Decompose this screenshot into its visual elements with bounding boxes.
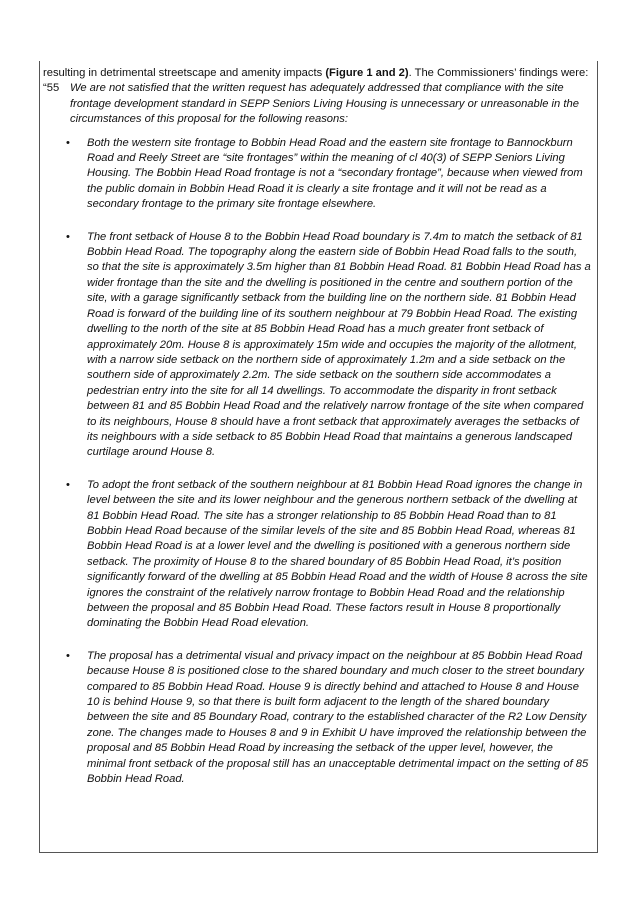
- list-item-text: Both the western site frontage to Bobbin Head Road and the eastern site frontage to Bannockburn Road and Reely Street are “site frontages” within the meaning of cl 40(3) of SEPP Seniors Living Housing. The Bobbin Head Road frontage is not a “secondary frontage”, because when viewed from the public domain in Bobbin Head Road it is clearly a site frontage and it will not be read as a secondary frontage to the primary site frontage elsewhere.: [87, 136, 583, 211]
- bullet-icon: •: [66, 136, 70, 149]
- bullet-icon: •: [66, 478, 70, 491]
- paragraph-number: “55: [43, 82, 60, 95]
- list-item-text: The front setback of House 8 to the Bobbin Head Road boundary is 7.4m to match the setback of 81 Bobbin Head Road. The topography along the eastern side of Bobbin Head Road falls to the south, so that the site is approximately 3.5m higher than 81 Bobbin Head Road. 81 Bobbin Head Road has a wider frontage than the site and the dwelling is positioned in the centre and southern portion of the site, with a garage significantly setback from the building line on the northern side. 81 Bobbin Head Road is forward of the building line of its southern neighbour at 79 Bobbin Head Road. The existing dwelling to the north of the site at 85 Bobbin Head Road has a much greater front setback of approximately 20m. House 8 is approximately 15m wide and occupies the majority of the allotment, with a narrow side setback on the northern side of approximately 1.2m and a side setback on the southern side of approximately 2.2m. The side setback on the southern side accommodates a pedestrian entry into the site for all 14 dwellings. To accommodate the disparity in front setback between 81 and 85 Bobbin Head Road and the relatively narrow frontage of the site when compared to its neighbours, House 8 should have a front setback that approximately averages the setbacks of its neighbours with a side setback to 85 Bobbin Head Road that maintains a generous landscaped curtilage around House 8.: [87, 230, 591, 459]
- quoted-finding: [43, 81, 591, 127]
- list-item-text: To adopt the front setback of the southern neighbour at 81 Bobbin Head Road ignores the change in level between the site and its lower neighbour and the generous northern setback of the dwelling at 81 Bobbin Head Road. The site has a stronger relationship to 85 Bobbin Head Road than to 81 Bobbin Head Road because of the similar levels of the site and 85 Bobbin Head Road, whereas 81 Bobbin Head Road is at a lower level and the dwelling is positioned with a generous northern side setback. The proximity of House 8 to the shared boundary of 85 Bobbin Head Road, it’s position significantly forward of the dwelling at 85 Bobbin Head Road and the width of House 8 across the site ignores the constraint of the relatively narrow frontage to Bobbin Head Road and the relationship between the proposal and 85 Bobbin Head Road. These factors result in House 8 proportionally dominating the Bobbin Head Road elevation.: [87, 478, 588, 630]
- list-item: [43, 230, 591, 461]
- list-item: [43, 136, 591, 213]
- intro-text: resulting in detrimental streetscape and amenity impacts: [43, 67, 326, 79]
- reasons-list: [43, 136, 591, 788]
- document-body: [43, 66, 591, 804]
- bullet-icon: •: [66, 230, 70, 243]
- figure-reference: (Figure 1 and 2): [325, 67, 409, 79]
- bullet-icon: •: [66, 649, 70, 662]
- list-item: [43, 478, 591, 632]
- list-item-text: The proposal has a detrimental visual and privacy impact on the neighbour at 85 Bobbin Head Road because House 8 is positioned close to the shared boundary and much closer to the street boundary compared to 85 Bobbin Head Road. House 9 is directly behind and attached to House 8 and House 10 is behind House 9, so that there is built form adjacent to the length of the shared boundary between the site and 85 Boundary Road, contrary to the established character of the R2 Low Density zone. The changes made to Houses 8 and 9 in Exhibit U have improved the relationship between the proposal and 85 Bobbin Head Road by increasing the setback of the upper level, however, the minimal front setback of the proposal still has an unacceptable detrimental impact on the setting of 85 Bobbin Head Road.: [87, 649, 589, 786]
- intro-text-end: . The Commissioners’ findings were:: [408, 67, 589, 79]
- list-item: [43, 649, 591, 788]
- quote-text: We are not satisfied that the written request has adequately addressed that compliance with the site frontage development standard in SEPP Seniors Living Housing is unnecessary or unreasonable in the circumstances of this proposal for the following reasons:: [70, 82, 579, 126]
- intro-paragraph: [43, 66, 591, 81]
